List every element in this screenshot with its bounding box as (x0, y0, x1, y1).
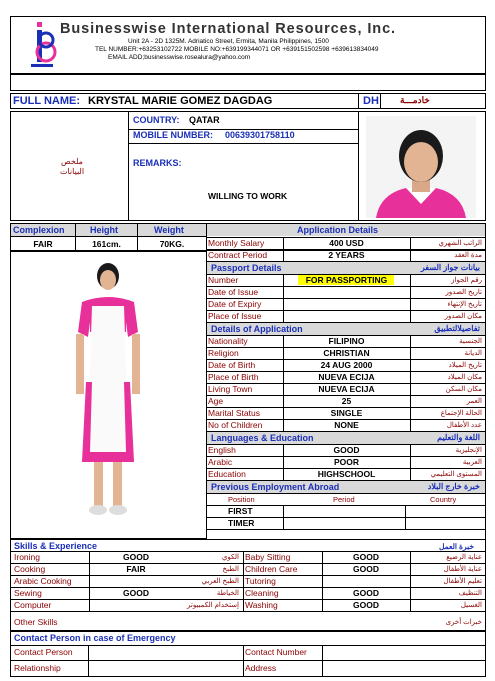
other-skills-label: Other Skills (14, 617, 58, 627)
height-value: 161cm. (92, 239, 121, 249)
table-rule (410, 551, 411, 563)
details-value-4: NUEVA ECIJA (318, 384, 375, 394)
table-rule (10, 645, 486, 646)
full-name-label: FULL NAME: (13, 95, 81, 107)
relationship-label: Relationship (14, 663, 61, 673)
company-email: EMAIL ADD;businesswise.rosealura@yahoo.com (108, 54, 251, 61)
skill-left-label-2: Arabic Cooking (14, 576, 72, 586)
skill-right-arabic-2: تعليم الأطفال (443, 578, 482, 585)
contact-person-label: Contact Person (14, 647, 73, 657)
employment-position-header: Position (228, 495, 255, 504)
skill-right-value-4: GOOD (353, 600, 379, 610)
skill-right-value-0: GOOD (353, 552, 379, 562)
skill-right-label-1: Children Care (245, 564, 298, 574)
table-rule (410, 563, 411, 575)
languages-value-0: GOOD (333, 445, 360, 455)
details-value-1: CHRISTIAN (323, 348, 370, 358)
passport-arabic-3: مكان الصدور (444, 313, 482, 320)
country-label: COUNTRY: (133, 115, 180, 125)
languages-value-2: HIGHSCHOOL (317, 469, 376, 479)
contact-title: Contact Person in case of Emergency (14, 633, 176, 643)
table-rule (410, 359, 411, 371)
table-rule (89, 599, 90, 611)
details-arabic-0: الجنسية (459, 338, 482, 345)
details-arabic-4: مكان السكن (445, 386, 482, 393)
table-rule (88, 645, 89, 677)
details-label-3: Place of Birth (208, 372, 259, 382)
applicant-full-body-photo (68, 262, 148, 520)
skill-left-arabic-3: الخياطة (216, 590, 239, 597)
company-address: Unit 2A - 2D 1325M. Adriatico Street, Ermita, Manila Philippines, 1500 (128, 38, 329, 45)
employment-title-arabic: خبرة خارج البلاد (427, 482, 480, 491)
skill-left-arabic-2: الطبخ العربي (201, 578, 239, 585)
skill-right-label-0: Baby Sitting (245, 552, 291, 562)
details-arabic-5: العمر (466, 398, 482, 405)
country-value: QATAR (189, 115, 220, 125)
passport-label-3: Place of Issue (208, 311, 262, 321)
details-value-0: FILIPINO (328, 336, 365, 346)
passport-label-1: Date of Issue (208, 287, 259, 297)
passport-arabic-0: رقم الجواز (451, 277, 482, 284)
application-label-1: Contract Period (208, 250, 268, 260)
skill-right-arabic-1: عناية الأطفال (443, 566, 482, 573)
employment-row-0: FIRST (228, 506, 253, 516)
passport-label-2: Date of Expiry (208, 299, 262, 309)
skill-left-label-0: Ironing (14, 552, 40, 562)
table-rule (206, 493, 486, 494)
applicant-headshot (366, 116, 476, 218)
company-logo (28, 20, 58, 72)
languages-label-1: Arabic (208, 457, 233, 467)
skill-left-label-1: Cooking (14, 564, 46, 574)
details-value-3: NUEVA ECIJA (318, 372, 375, 382)
skill-right-label-2: Tutoring (245, 576, 276, 586)
skill-right-value-3: GOOD (353, 588, 379, 598)
table-rule (410, 419, 411, 431)
application-value-0: 400 USD (329, 238, 364, 248)
table-rule (405, 505, 406, 517)
table-rule (89, 575, 90, 587)
table-rule (243, 563, 244, 575)
skill-right-label-4: Washing (245, 600, 278, 610)
weight-header: Weight (154, 225, 184, 235)
table-rule (410, 249, 411, 261)
table-rule (410, 575, 411, 587)
skill-right-arabic-3: التنظيف (458, 590, 482, 597)
details-label-5: Age (208, 396, 224, 406)
details-label-0: Nationality (208, 336, 248, 346)
employment-country-header: Country (430, 495, 457, 504)
table-rule (243, 645, 244, 677)
other-skills-arabic: خبرات أخرى (445, 619, 482, 626)
skill-left-value-1: FAIR (126, 564, 146, 574)
skill-right-arabic-4: الغسيل (460, 602, 482, 609)
skill-left-value-0: GOOD (123, 552, 149, 562)
table-rule (243, 587, 244, 599)
contact-number-label: Contact Number (245, 647, 307, 657)
skill-right-label-3: Cleaning (245, 588, 279, 598)
table-rule (410, 444, 411, 456)
details-arabic-3: مكان الميلاد (447, 374, 482, 381)
skills-title-arabic: خبرة العمل (438, 542, 474, 551)
skill-left-label-4: Computer (14, 600, 52, 610)
details-arabic-1: الديانة (464, 350, 482, 357)
table-rule (283, 286, 284, 298)
details-arabic-2: تاريخ الميلاد (448, 362, 482, 369)
position-arabic: خادمـــة (400, 95, 430, 105)
table-rule (10, 660, 486, 661)
languages-title-arabic: اللغة والتعليم (437, 433, 480, 442)
employment-row-1: TIMER (228, 518, 255, 528)
passport-value-0: FOR PASSPORTING (305, 275, 388, 285)
summary-arabic: ملخص البيانات (59, 157, 85, 176)
table-rule (243, 599, 244, 611)
table-rule (283, 298, 284, 310)
table-rule (410, 587, 411, 599)
table-rule (410, 456, 411, 468)
details-title-arabic: تفاصيلالتطبيق (434, 324, 480, 333)
languages-arabic-2: المستوى التعليمي (430, 471, 482, 478)
skill-right-arabic-0: عناية الرضيع (446, 554, 482, 561)
table-rule (410, 347, 411, 359)
company-phones: TEL NUMBER:+63253102722 MOBILE NO:+639199344071 OR +639151502598 +639613834049 (95, 46, 379, 53)
employment-period-header: Period (333, 495, 355, 504)
height-header: Height (90, 225, 118, 235)
table-rule (283, 505, 284, 529)
table-rule (410, 407, 411, 419)
passport-label-0: Number (208, 275, 239, 285)
table-rule (206, 529, 486, 530)
remarks-label: REMARKS: (133, 158, 182, 168)
skill-right-value-1: GOOD (353, 564, 379, 574)
table-rule (243, 551, 244, 563)
application-details-header: Application Details (297, 225, 379, 235)
details-arabic-6: الحالة الإجتماع (440, 410, 482, 417)
details-value-2: 24 AUG 2000 (320, 360, 373, 370)
mobile-label: MOBILE NUMBER: (133, 130, 213, 140)
table-rule (322, 575, 323, 587)
passport-arabic-2: تاريخ الإنتهاء (447, 301, 482, 308)
languages-label-0: English (208, 445, 236, 455)
skill-left-arabic-1: الطبخ (222, 566, 239, 573)
skill-left-label-3: Sewing (14, 588, 42, 598)
blank-row (10, 73, 486, 91)
passport-arabic-1: تاريخ الصدور (445, 289, 482, 296)
application-value-1: 2 YEARS (328, 250, 365, 260)
passport-title-arabic: بيانات جواز السفر (420, 263, 480, 272)
details-title: Details of Application (211, 324, 303, 334)
table-rule (10, 611, 486, 612)
details-label-7: No of Children (208, 420, 263, 430)
application-arabic-1: مدة العقد (454, 252, 482, 259)
table-rule (243, 575, 244, 587)
table-rule (410, 274, 411, 286)
table-rule (410, 286, 411, 298)
passport-title: Passport Details (211, 263, 282, 273)
table-rule (410, 468, 411, 480)
table-rule (410, 237, 411, 249)
table-rule (405, 517, 406, 529)
table-rule (410, 395, 411, 407)
table-rule (410, 383, 411, 395)
languages-label-2: Education (208, 469, 246, 479)
skill-left-arabic-0: الكوي (221, 554, 239, 561)
willing-to-work: WILLING TO WORK (208, 191, 288, 201)
table-rule (322, 645, 323, 677)
details-value-7: NONE (334, 420, 359, 430)
details-label-6: Marital Status (208, 408, 260, 418)
employment-title: Previous Employment Abroad (211, 482, 340, 492)
application-label-0: Monthly Salary (208, 238, 265, 248)
table-rule (410, 335, 411, 347)
skill-left-value-3: GOOD (123, 588, 149, 598)
table-rule (410, 371, 411, 383)
mobile-value: 00639301758110 (225, 130, 295, 140)
company-name: Businesswise International Resources, Inc. (60, 21, 396, 37)
full-name-value: KRYSTAL MARIE GOMEZ DAGDAG (88, 95, 273, 107)
application-arabic-0: الراتب الشهري (438, 240, 482, 247)
details-label-1: Religion (208, 348, 239, 358)
table-rule (410, 310, 411, 322)
complexion-header: Complexion (13, 225, 65, 235)
details-value-6: SINGLE (330, 408, 363, 418)
languages-arabic-1: العربية (462, 459, 482, 466)
details-label-2: Date of Birth (208, 360, 256, 370)
position-code: DH (363, 95, 379, 107)
details-arabic-7: عدد الأطفال (446, 422, 482, 429)
weight-value: 70KG. (159, 239, 185, 249)
address-label: Address (245, 663, 277, 673)
details-label-4: Living Town (208, 384, 253, 394)
complexion-value: FAIR (33, 239, 53, 249)
details-value-5: 25 (341, 396, 352, 406)
table-rule (283, 310, 284, 322)
table-rule (410, 298, 411, 310)
languages-title: Languages & Education (211, 433, 314, 443)
skill-left-arabic-4: إستخدام الكمبيوتر (187, 602, 239, 609)
languages-value-1: POOR (333, 457, 360, 467)
languages-arabic-0: الإنجليزية (455, 447, 482, 454)
skills-title: Skills & Experience (14, 541, 98, 551)
table-rule (410, 599, 411, 611)
